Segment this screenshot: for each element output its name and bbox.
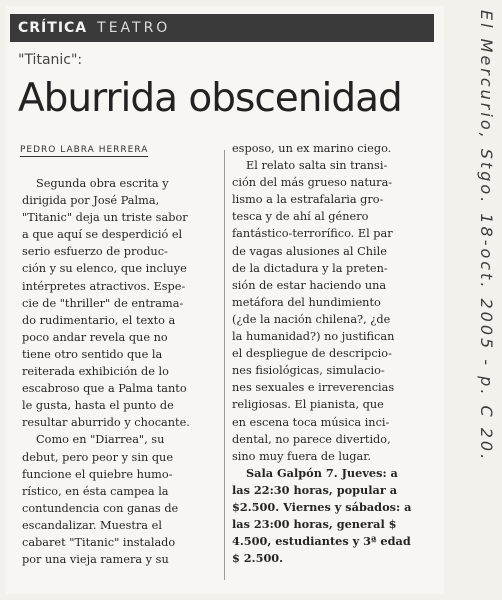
text-line: ción del más grueso natura- [232, 176, 393, 190]
text-line: fantástico-terrorífico. El par [232, 227, 393, 241]
text-line: debut, pero peor y sin que [22, 450, 174, 464]
text-line: funcione el quiebre humo- [22, 467, 173, 481]
text-line: sión de estar haciendo una [232, 278, 387, 292]
text-line: cabaret "Titanic" instalado [22, 535, 176, 549]
article-headline: Aburrida obscenidad [18, 76, 402, 121]
text-line: El relato salta sin transi- [246, 159, 388, 173]
text-line: en escena toca música inci- [232, 415, 390, 429]
text-line: metáfora del hundimiento [232, 295, 381, 309]
text-line: do rudimentario, el texto a [22, 313, 176, 327]
text-line: serio esfuerzo de produc- [22, 245, 168, 259]
article-column-left [22, 175, 217, 568]
text-line: dirigida por José Palma, [22, 194, 160, 208]
text-line: tesca y de ahí al género [232, 210, 369, 224]
text-line: el despliegue de descripcio- [232, 347, 392, 361]
text-line: contundencia con ganas de [22, 501, 179, 515]
text-line: (¿de la nación chilena?, ¿de [232, 312, 391, 326]
section-header [10, 14, 434, 42]
text-line: escandalizar. Muestra el [22, 518, 162, 532]
info-line: $ 2.500. [232, 551, 284, 566]
info-line: las 22:30 horas, popular a [232, 482, 398, 497]
text-line: nes fisiológicas, simulacio- [232, 364, 385, 378]
article-column-right [232, 140, 432, 567]
text-line: poco andar revela que no [22, 330, 168, 344]
text-line: lismo a la estrafalaria gro- [232, 193, 384, 207]
text-line: religiosas. El pianista, que [232, 398, 384, 412]
text-line: ción y su elenco, que incluye [22, 262, 187, 276]
text-line: Segunda obra escrita y [36, 177, 169, 190]
text-line: nes sexuales e irreverencias [232, 381, 395, 395]
section-label: CRÍTICA [18, 20, 88, 36]
info-line: 4.500, estudiantes y 3ª edad [232, 534, 411, 549]
text-line: reiterada exhibición de lo [22, 365, 169, 379]
text-line: dental, no parece divertido, [232, 432, 391, 446]
info-line: Sala Galpón 7. Jueves: a [246, 465, 398, 480]
section-sublabel: TEATRO [97, 20, 171, 36]
text-line: sino muy fuera de lugar. [232, 449, 372, 463]
text-line: Como en "Diarrea", su [36, 433, 165, 447]
text-line: por una vieja ramera y su [22, 553, 169, 567]
text-line: de vagas alusiones al Chile [232, 244, 387, 258]
column-divider [224, 150, 225, 580]
text-line: cie de "thriller" de entrama- [22, 296, 184, 310]
text-line: la humanidad?) no justifican [232, 330, 395, 344]
text-line: tiene otro sentido que la [22, 347, 163, 361]
text-line: esposo, un ex marino ciego. [232, 142, 392, 155]
text-line: rístico, en ésta campea la [22, 484, 169, 498]
text-line: de la dictadura y la preten- [232, 261, 388, 275]
info-line: $2.500. Viernes y sábados: a [232, 499, 412, 514]
text-line: le gusta, hasta el punto de [22, 399, 174, 413]
article-byline: PEDRO LABRA HERRERA [20, 145, 149, 155]
text-line: a que aquí se desperdició el [22, 228, 183, 242]
text-line: resultar aburrido y chocante. [22, 416, 190, 430]
info-line: las 23:00 horas, general $ [232, 517, 397, 532]
article-kicker: "Titanic": [18, 52, 83, 68]
handwritten-source-note: El Mercurio, Stgo. 18-oct. 2005 - p. C 20. [477, 10, 496, 463]
text-line: "Titanic" deja un triste sabor [22, 211, 188, 225]
text-line: intérpretes atractivos. Espe- [22, 279, 186, 293]
text-line: escabroso que a Palma tanto [22, 382, 187, 396]
